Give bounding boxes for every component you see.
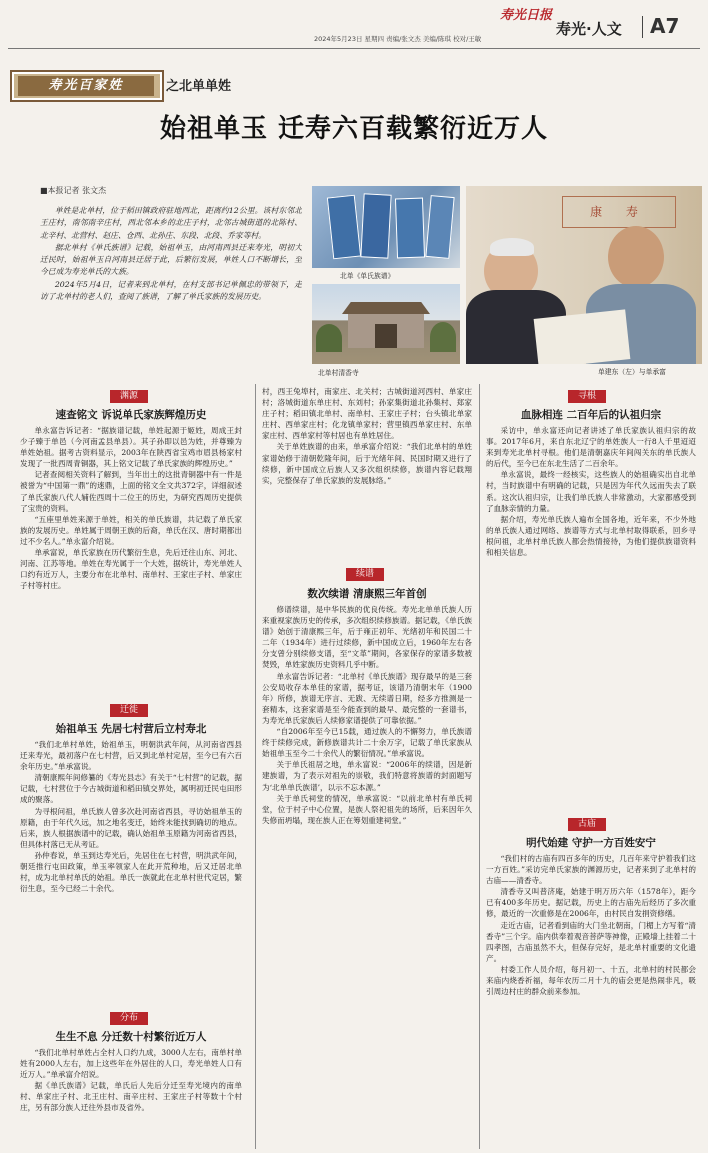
- section-title-migration: 始祖单玉 先居七村营后立村寿北: [55, 723, 207, 735]
- paragraph: 走近古庙，记者看到庙的大门坐北朝南，门楣上方写着“清香寺”三个字。庙内供奉着观音菩萨等神像，正殿墙上挂着二十四孝图，古庙虽然不大，但保存完好，是北单村重要的文化遗产。: [486, 920, 696, 963]
- paragraph: 关于单氏祖居之地，单永富说：“2006年的续谱，因是新建族谱，为了表示对祖先的崇敬，我们特意将族谱的封面题写为‘北单单氏族谱’，以示不忘本源。”: [262, 760, 472, 792]
- headline: 始祖单玉 迁寿六百载繁衍近万人: [159, 114, 549, 144]
- caption-book: 北单《单氏族谱》: [340, 272, 395, 280]
- paragraph: 孙仲春说，单玉到达寿光后，先居住在七村营，明洪武年间，朝廷推行屯田政策，单玉率领家人在此开荒种地，后又迁居北单村，成为北单村单氏的始祖。单氏一族就此在北单村世代定居，繁衍生息，至今已经二十余代。: [20, 850, 242, 894]
- paragraph: 村委工作人员介绍，每月初一、十五，北单村的村民都会来庙内烧香祈福，每年农历二月十九的庙会更是热闹非凡，吸引周边村庄的群众前来参加。: [486, 964, 696, 997]
- paragraph: “我们北单村单姓占全村人口约九成，3000人左右，南单村单姓有2000人左右，加上这些年在外居住的人口，寿光单姓人口有近万人。”单承富介绍说。: [20, 1048, 242, 1080]
- section-text-temple: [486, 853, 696, 1148]
- section-title-genealogy: 数次续谱 清康熙三年首创: [307, 588, 427, 600]
- page-number: A7: [650, 14, 680, 38]
- photo-genealogy-book: [312, 186, 460, 268]
- column-subtitle: 之北单单姓: [166, 79, 232, 94]
- masthead: [0, 0, 708, 48]
- paragraph: 据介绍，寿光单氏族人遍布全国各地，近年来，不少外地的单氏族人通过网络、族谱等方式与北单村取得联系，回乡寻根问祖，北单村单氏族人都会热情接待，为他们提供族谱资料和相关信息。: [486, 514, 696, 558]
- photo-temple-gate: [312, 284, 460, 364]
- column-badge: [10, 70, 164, 102]
- paragraph: “自2006年至今已15载，通过族人的不懈努力，单氏族谱终于续修完成，新修族谱共计二十余万字，记载了单氏家族从始祖单玉至今二十余代人的繁衍情况。”单承富说。: [262, 727, 472, 759]
- caption-men: 单建东（左）与单承富: [598, 368, 666, 376]
- section-title-temple: 明代始建 守护一方百姓安宁: [526, 837, 656, 849]
- section-title-origin: 速查铭文 诉说单氏家族辉煌历史: [55, 409, 207, 421]
- date-line: 2024年5月23日 星期四 责编/张文杰 美编/陈琪 校对/王敏: [314, 35, 482, 43]
- paragraph: 为寻根问祖，单氏族人曾多次赴河南省西县，寻访始祖单玉的原籍，由于年代久远，加之地名变迁，始终未能找到确切的地点。后来，族人根据族谱中的记载，确认始祖单玉原籍为河南省西县，但具体村落已无从考证。: [20, 806, 242, 849]
- photo-two-men: [466, 186, 702, 364]
- section-tag-temple: 古庙: [568, 818, 606, 831]
- section-text-distribution: [20, 1047, 242, 1147]
- section-text-origin: [20, 425, 242, 700]
- byline: ■本报记者 张文杰: [40, 186, 107, 195]
- intro-paragraph: 单姓是北单村，位于稻田镇政府驻地西北，距离约12公里。该村东邻北王庄村，南邻南辛庄村，西北邻本乡的北庄子村，北邻古城街道的北陈村、北辛村、北营村、赵庄、仓西、北孙庄、东段、北段、乔家等村。: [40, 206, 302, 240]
- paragraph: 单永富告诉记者：“北单村《单氏族谱》现存最早的是三套公安局收存本单佳的家谱，据考证，该谱乃清朝末年（1900年）所修，族谱无序言、无跋、无续谱日期，经多方推测是一套精本，这套家谱是至今能查到的最早、最完整的一套谱书，为寿光单氏家族后人续修家谱提供了可靠依据。”: [262, 671, 472, 725]
- section-tag-migration: 迁徙: [110, 704, 148, 717]
- newspaper-logo: 寿光日报: [500, 8, 553, 23]
- section-text-migration: [20, 739, 242, 1007]
- paragraph: 修谱续谱，是中华民族的优良传统。寿光北单单氏族人历来重视家族历史的传承，多次组织续修族谱。据记载，《单氏族谱》始创于清康熙三年，后于雍正初年、光绪初年和民国二十二年（1934年）进行过续修，新中国成立后，1960年左右各分支曾分别续修支谱，至“文革”期间，各家保存的家谱多数被焚毁，单姓家族历史资料几乎中断。: [262, 605, 472, 670]
- paragraph: 清朝康熙年间修纂的《寿光县志》有关于“七村营”的记载，据记载，七村营位于今古城街道和稻田镇交界处，属明初迁民屯田形成的聚落。: [20, 773, 242, 805]
- paragraph: “我们北单村单姓，始祖单玉，明朝洪武年间，从河南省西县迁来寿光，最初落户在七村营，后又到北单村定居，至今已有六百余年历史。”单承富说。: [20, 740, 242, 772]
- paragraph: 单永富告诉记者：“据族谱记载，单姓起源于姬姓，周成王封少子臻于单邑（今河南孟县单县）。其子孙即以邑为姓，并尊臻为单姓始祖。据考古资料显示，2003年在陕西省宝鸡市眉县杨家村发现了一批西周青铜器，其上铭文记载了单氏家族的辉煌历史。”: [20, 426, 242, 469]
- section-title-roots: 血脉相连 二百年后的认祖归宗: [520, 409, 662, 421]
- section-name: 寿光·人文: [556, 20, 622, 38]
- paragraph: 关于单氏祠堂的情况，单承富说：“以前北单村有单氏祠堂，位于村子中心位置，是族人祭祀祖先的场所，后来因年久失修而坍塌，现在族人正在筹划重建祠堂。”: [262, 793, 472, 825]
- section-text-roots: [486, 425, 696, 815]
- intro-paragraph: 2024年5月4日，记者来到北单村，在村支部书记单佩忠的带领下，走访了北单村的老人们，查阅了族谱，了解了单氏家族的发展历史。: [40, 279, 302, 302]
- column-divider: [255, 384, 256, 1149]
- column-badge-text: 寿光百家姓: [18, 76, 154, 96]
- paragraph: 清香寺又叫普济庵，始建于明万历六年（1578年），距今已有400多年历史。据记载，历史上的古庙先后经历了多次重修，最近的一次重修是在2006年，由村民自发捐资修缮。: [486, 887, 696, 919]
- middle-continued-text: [262, 386, 472, 566]
- paragraph: “五座里单姓来源于单姓，相关的单氏族谱，共记载了单氏家族的发展历史。单姓属于周朝王族的后裔，单氏在汉、唐时期都出过不少名人。”单永富介绍说。: [20, 514, 242, 546]
- section-text-genealogy: [262, 604, 472, 1148]
- paragraph: 据《单氏族谱》记载，单氏后人先后分迁至寿光境内的南单村、单家庄子村、北王庄村、南辛庄村、王家庄子村等数十个村庄，另有部分族人迁往外县市及省外。: [20, 1081, 242, 1113]
- paragraph: 单永富说，最终一经核实，这些族人的始祖确实出自北单村，当时族谱中有明确的记载，只是因为年代久远而失去了联系。这次认祖归宗，让我们单氏族人非常激动，大家都感受到了血脉亲情的力量。: [486, 470, 696, 513]
- section-tag-distribution: 分布: [110, 1012, 148, 1025]
- intro-paragraph: 据北单村《单氏族谱》记载，始祖单玉，由河南西县迁来寿光，明初大迁民时，始祖单玉自河南县迁居于此，后繁衍发展，单姓人口不断增长，至今已成为寿光单氏的大族。: [40, 242, 302, 277]
- section-title-distribution: 生生不息 分迁数十村繁衍近万人: [55, 1031, 207, 1043]
- caption-gate: 北单村清香寺: [318, 369, 359, 377]
- paragraph: 村，西王兔埠村，南家庄、北关村；古城街道河西村、单家庄村；洛城街道东单庄村、东刘村；孙家集街道北孙集村、郑家庄子村；稻田镇北单村、南单村、王家庄子村；台头镇北单家庄村、西单家庄村；化龙镇单家村；营里镇西单家庄村、东单家庄村、西单家村等村居也有单姓居住。: [262, 387, 472, 441]
- intro-text: [40, 205, 302, 365]
- masthead-divider: [642, 16, 643, 38]
- paragraph: “我们村的古庙有四百多年的历史，几百年来守护着我们这一方百姓。”采访完单氏家族的渊源历史，记者来到了北单村的古庙——清香寺。: [486, 854, 696, 886]
- wall-scroll-text: 康 寿: [562, 196, 676, 228]
- paragraph: 采访中，单永富还向记者讲述了单氏家族认祖归宗的故事。2017年6月，来自东北辽宁的单姓族人一行8人千里迢迢来到寿光北单村寻根。他们是清朝嘉庆年间闯关东的单氏族人的后代，至今已在东北生活了二百余年。: [486, 426, 696, 469]
- masthead-rule: [8, 48, 700, 49]
- paragraph: 记者查阅相关资料了解到，当年出土的这批青铜器中有一件是被誉为“中国第一鼎”的逨鼎，上面的铭文全文共372字，详细叙述了单氏家族八代人辅佐西周十二位王的历史，为研究西周历史提供了宝贵的资料。: [20, 470, 242, 513]
- section-tag-roots: 寻根: [568, 390, 606, 403]
- paragraph: 单承富说，单氏家族在历代繁衍生息，先后迁往山东、河北、河南、江苏等地。单姓在寿光属于一个大姓，据统计，寿光单姓人口约有近万人，主要分布在北单村、南单村、王家庄子村、单家庄子村等村庄。: [20, 548, 242, 591]
- section-tag-genealogy: 续谱: [346, 568, 384, 581]
- section-tag-origin: 渊源: [110, 390, 148, 403]
- paragraph: 关于单姓族谱的由来，单承富介绍说：“我们北单村的单姓家谱始修于清朝乾隆年间，后于光绪年间、民国时期又进行了续修，新中国成立后族人又多次组织续修，族谱内容记载翔实，完整保存了单氏家族的发展脉络。”: [262, 442, 472, 485]
- column-divider: [479, 384, 480, 1149]
